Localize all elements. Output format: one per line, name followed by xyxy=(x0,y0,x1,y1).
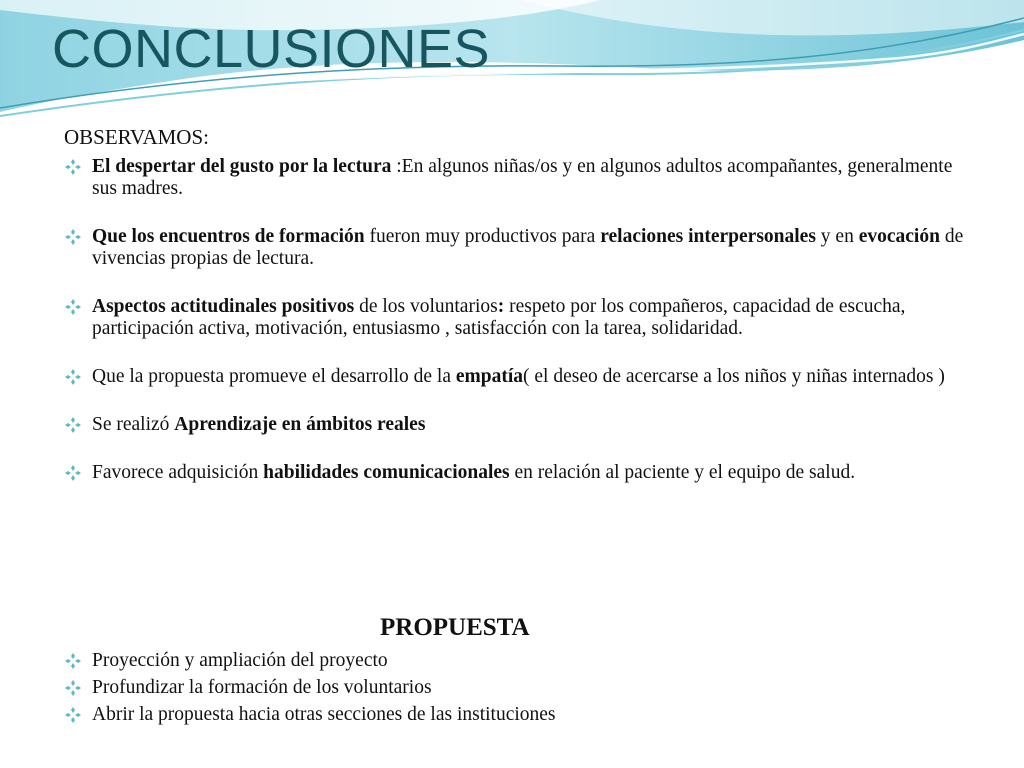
observation-item xyxy=(64,366,964,388)
observation-text: Que los encuentros de formación xyxy=(92,226,365,247)
observation-text: Que la propuesta promueve el desarrollo de la xyxy=(92,366,456,387)
observation-text: en relación al paciente y el equipo de salud. xyxy=(509,462,856,483)
slide-title: CONCLUSIONES xyxy=(52,19,491,79)
proposal-text: Profundizar la formación de los voluntarios xyxy=(92,677,432,698)
observation-text: de los voluntarios xyxy=(354,296,498,317)
observation-text: ( el deseo de acercarse a los niños y niñas internados ) xyxy=(523,366,945,387)
diamond-bullet-icon xyxy=(64,298,82,316)
observation-text: :En algunos niñas/os y en algunos adultos acompañantes, generalmente sus madres. xyxy=(92,156,953,199)
proposal-item xyxy=(64,704,964,726)
proposal-item xyxy=(64,650,964,672)
diamond-bullet-icon xyxy=(64,416,82,434)
observation-text: fueron muy productivos para xyxy=(364,226,601,247)
observation-text: de vivencias propias de lectura. xyxy=(92,226,964,269)
observation-text: respeto por los compañeros, capacidad de escucha, participación activa, motivación, entusiasmo , satisfacción con la tarea, solidaridad. xyxy=(92,296,906,339)
observations-heading: OBSERVAMOS: xyxy=(64,125,209,149)
observation-text: habilidades comunicacionales xyxy=(263,462,510,483)
observation-text: evocación xyxy=(858,226,940,247)
diamond-bullet-icon xyxy=(64,464,82,482)
proposal-text: Proyección y ampliación del proyecto xyxy=(92,650,388,671)
observations-list xyxy=(64,156,964,510)
observation-text: Favorece adquisición xyxy=(92,462,264,483)
proposal-item xyxy=(64,677,964,699)
observation-item xyxy=(64,462,964,484)
observation-text: relaciones interpersonales xyxy=(600,226,816,247)
observation-item xyxy=(64,296,964,340)
observation-text: empatía xyxy=(455,366,524,387)
diamond-bullet-icon xyxy=(64,368,82,386)
proposal-heading: PROPUESTA xyxy=(380,614,530,641)
diamond-bullet-icon xyxy=(64,679,82,697)
observation-item xyxy=(64,414,964,436)
observation-text: Se realizó xyxy=(92,414,175,435)
observation-item xyxy=(64,226,964,270)
observation-text: y en xyxy=(815,226,859,247)
observation-text: El despertar del gusto por la lectura xyxy=(92,156,392,177)
diamond-bullet-icon xyxy=(64,706,82,724)
diamond-bullet-icon xyxy=(64,652,82,670)
observation-text: Aprendizaje en ámbitos reales xyxy=(174,414,426,435)
observation-item xyxy=(64,156,964,200)
observation-text: : xyxy=(497,296,505,317)
proposals-list xyxy=(64,650,964,731)
proposal-text: Abrir la propuesta hacia otras secciones de las instituciones xyxy=(92,704,556,725)
observation-text: Aspectos actitudinales positivos xyxy=(92,296,355,317)
diamond-bullet-icon xyxy=(64,158,82,176)
diamond-bullet-icon xyxy=(64,228,82,246)
